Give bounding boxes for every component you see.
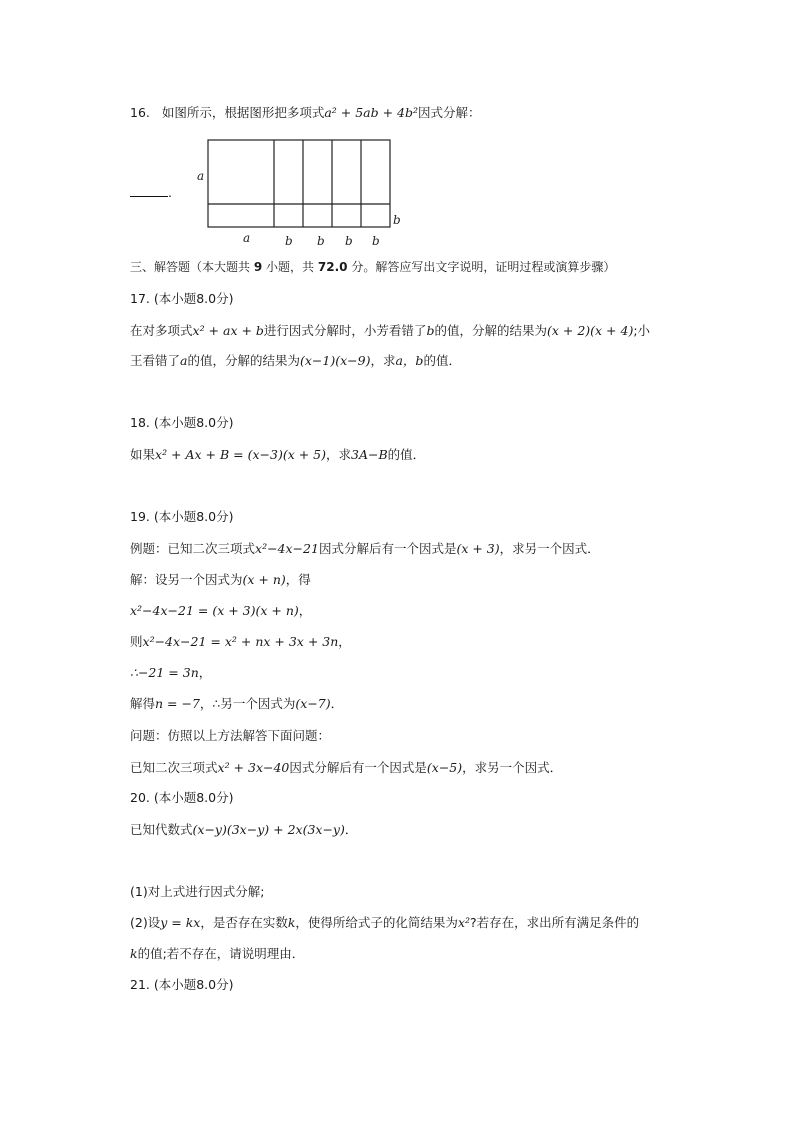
fig-label-bottom-b2: b	[317, 234, 325, 248]
fig-label-bottom-a: a	[243, 231, 251, 245]
q18-line-1: 如果x² + Ax + B = (x−3)(x + 5)，求3A−B的值．	[130, 447, 426, 462]
q20-part-1: (1)对上式进行因式分解;	[130, 884, 265, 899]
q20-line-1: 已知代数式(x−y)(3x−y) + 2x(3x−y)．	[130, 822, 358, 837]
q17-line-2: 王看错了a的值，分解的结果为(x−1)(x−9)，求a，b的值．	[130, 353, 461, 368]
q17-line-1: 在对多项式x² + ax + b进行因式分解时，小芳看错了b的值，分解的结果为(x + 2)(x + 4);小	[130, 323, 651, 338]
q16-area-figure	[190, 134, 410, 250]
q19-line-5: ∴−21 = 3n，	[130, 665, 212, 680]
q19-line-7: 问题：仿照以上方法解答下面问题：	[130, 728, 331, 743]
q16-polynomial: a² + 5ab + 4b²	[324, 105, 419, 120]
q19-line-8: 已知二次三项式x² + 3x−40因式分解后有一个因式是(x−5)，求另一个因式．	[130, 760, 563, 775]
fig-label-bottom-b1: b	[285, 234, 293, 248]
fig-label-left-a: a	[197, 169, 205, 183]
fig-label-bottom-b3: b	[345, 234, 353, 248]
answer-blank-line	[130, 195, 168, 197]
q19-line-4: 则x²−4x−21 = x² + nx + 3x + 3n，	[130, 634, 351, 649]
large-rectangle	[208, 140, 390, 227]
q21-header: 21. (本小题8.0分)	[130, 977, 234, 992]
q20-part-2-cont: k的值;若不存在，请说明理由．	[130, 946, 305, 961]
q18-header: 18. (本小题8.0分)	[130, 415, 234, 430]
q20-header: 20. (本小题8.0分)	[130, 790, 234, 805]
q19-line-2: 解：设另一个因式为(x + n)，得	[130, 572, 311, 587]
section-heading: 三、解答题（本大题共 9 小题，共 72.0 分。解答应写出文字说明，证明过程或演算步骤）	[130, 260, 616, 274]
fig-label-bottom-b4: b	[372, 234, 380, 248]
q16-answer-blank: .	[130, 186, 172, 200]
fig-label-right-b: b	[393, 213, 401, 227]
q19-line-3: x²−4x−21 = (x + 3)(x + n)，	[130, 603, 312, 618]
q19-line-1: 例题：已知二次三项式x²−4x−21因式分解后有一个因式是(x + 3)，求另一个因式．	[130, 541, 600, 556]
q16-stem: 16. 如图所示，根据图形把多项式a² + 5ab + 4b²因式分解：	[130, 105, 481, 120]
q17-header: 17. (本小题8.0分)	[130, 291, 234, 306]
q20-part-2: (2)设y = kx，是否存在实数k，使得所给式子的化简结果为x²?若存在，求出所有满足条件的	[130, 915, 640, 930]
q19-header: 19. (本小题8.0分)	[130, 509, 234, 524]
q19-line-6: 解得n = −7，∴另一个因式为(x−7)．	[130, 696, 344, 711]
q16-number: 16.	[130, 105, 150, 120]
